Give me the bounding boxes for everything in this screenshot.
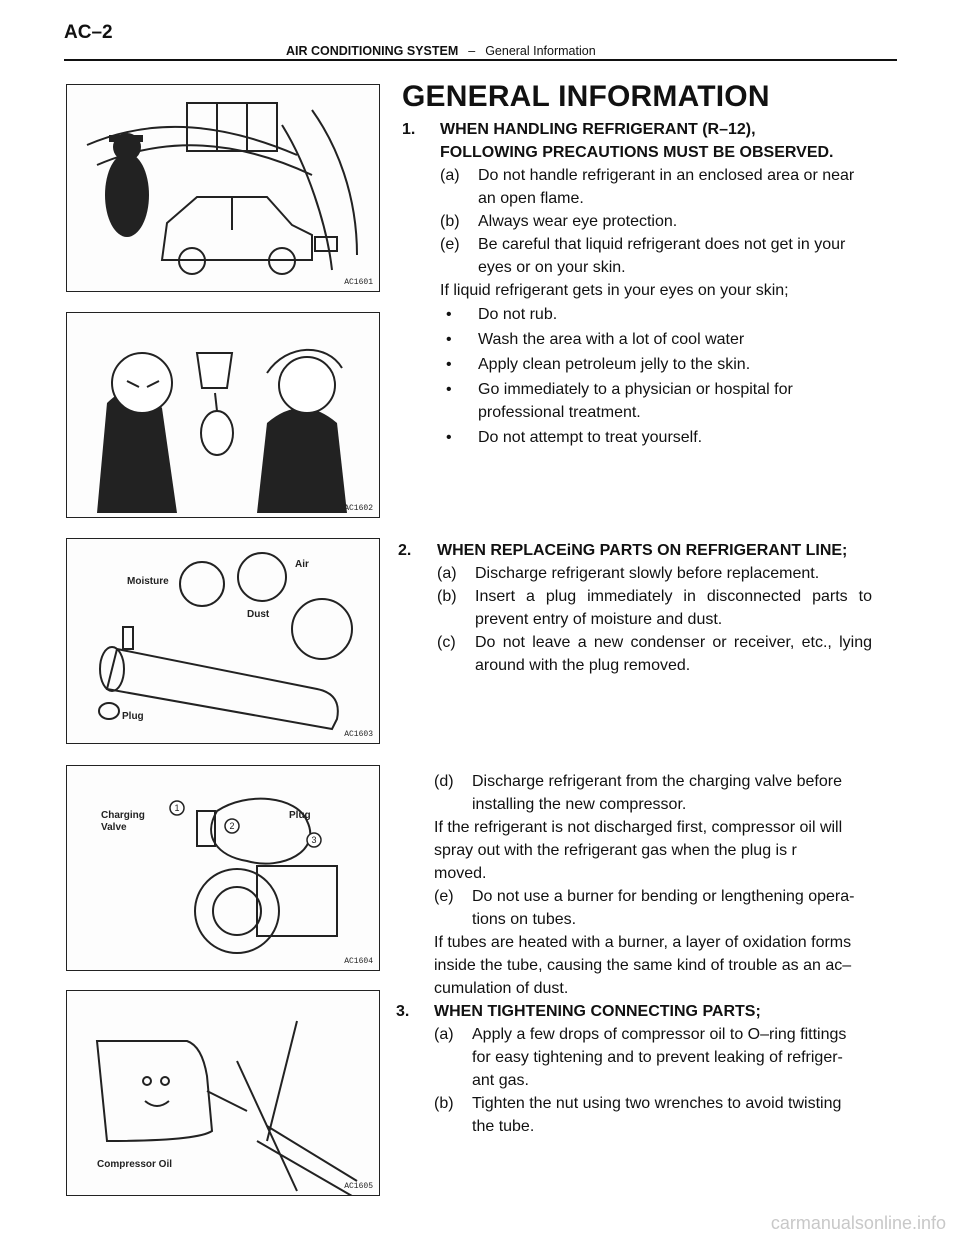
s2-d-note1: If the refrigerant is not discharged first, compressor oil will xyxy=(434,819,843,836)
bullet-mark: • xyxy=(446,306,452,323)
s3-b-line2: the tube. xyxy=(472,1118,535,1135)
label-plug: Plug xyxy=(122,711,144,722)
s2-b-line1: Insert a plug immediately in disconnected parts to xyxy=(475,588,872,605)
watermark-link[interactable]: carmanualsonline.info xyxy=(770,1213,946,1233)
s2-heading: WHEN REPLACEiNG PARTS ON REFRIGERANT LINE; xyxy=(437,542,848,559)
bullet-mark: • xyxy=(446,356,452,373)
running-header xyxy=(286,44,596,58)
page-title: GENERAL INFORMATION xyxy=(402,80,770,113)
s1-e-line2: eyes or on your skin. xyxy=(478,259,626,276)
s1-bullet-3: Apply clean petroleum jelly to the skin. xyxy=(478,356,751,373)
s3-a-line3: ant gas. xyxy=(472,1072,529,1089)
bullet-mark: • xyxy=(446,381,452,398)
figure-code: AC1602 xyxy=(344,504,373,513)
s3-heading: WHEN TIGHTENING CONNECTING PARTS; xyxy=(434,1003,761,1020)
s1-bullet-1: Do not rub. xyxy=(478,306,558,323)
s1-bullet-2: Wash the area with a lot of cool water xyxy=(478,331,745,348)
bullet-mark: • xyxy=(446,331,452,348)
s2-c-line1: Do not leave a new condenser or receiver, etc., lying xyxy=(475,634,872,651)
s2-a-line1: Discharge refrigerant slowly before replacement. xyxy=(475,565,820,582)
s2-d-note2: spray out with the refrigerant gas when the plug is r xyxy=(434,842,797,859)
s1-a-label: (a) xyxy=(440,167,460,184)
header-separator: – xyxy=(468,44,476,58)
figure-code: AC1604 xyxy=(344,957,373,966)
illustration-eye-injury xyxy=(67,313,379,517)
s2-d-line1: Discharge refrigerant from the charging valve before xyxy=(472,773,842,790)
s3-a-line2: for easy tightening and to prevent leaking of refriger- xyxy=(472,1049,843,1066)
label-valve: Valve xyxy=(101,822,127,833)
s2-e-line2: tions on tubes. xyxy=(472,911,577,928)
s1-bullet-5: Do not attempt to treat yourself. xyxy=(478,429,703,446)
callout-2: 2 xyxy=(229,821,235,831)
illustration-car-refrigerant xyxy=(67,85,379,291)
figure-handling-refrigerant xyxy=(66,84,380,292)
label-moisture: Moisture xyxy=(127,576,169,587)
s2-a-label: (a) xyxy=(437,565,457,582)
s1-note: If liquid refrigerant gets in your eyes on your skin; xyxy=(440,282,789,299)
label-air: Air xyxy=(295,559,309,570)
figure-compressor-oil xyxy=(66,990,380,1196)
section-name: AIR CONDITIONING SYSTEM xyxy=(286,44,459,58)
header-rule xyxy=(64,59,897,61)
page-code: AC–2 xyxy=(64,22,113,43)
s1-bullet-4-cont: professional treatment. xyxy=(478,404,641,421)
label-dust: Dust xyxy=(247,609,270,620)
illustration-moisture-dust xyxy=(67,539,379,743)
s1-e-line1: Be careful that liquid refrigerant does not get in your xyxy=(478,236,846,253)
subsection-name: General Information xyxy=(485,44,596,58)
s2-d-line2: installing the new compressor. xyxy=(472,796,687,813)
label-plug: Plug xyxy=(289,810,311,821)
s2-e-note3: cumulation of dust. xyxy=(434,980,569,997)
bullet-mark: • xyxy=(446,429,452,446)
s2-d-note3: moved. xyxy=(434,865,487,882)
figure-code: AC1601 xyxy=(344,278,373,287)
s2-e-note1: If tubes are heated with a burner, a layer of oxidation forms xyxy=(434,934,852,951)
s1-a-line1: Do not handle refrigerant in an enclosed area or near xyxy=(478,167,855,184)
s2-num: 2. xyxy=(398,542,412,559)
s1-b-label: (b) xyxy=(440,213,460,230)
s2-b-line2: prevent entry of moisture and dust. xyxy=(475,611,723,628)
label-compressor-oil: Compressor Oil xyxy=(97,1159,173,1170)
s3-b-label: (b) xyxy=(434,1095,454,1112)
s2-d-label: (d) xyxy=(434,773,454,790)
figure-plug-receiver xyxy=(66,538,380,744)
illustration-compressor xyxy=(67,766,379,970)
s1-num: 1. xyxy=(402,121,416,138)
s2-e-note2: inside the tube, causing the same kind of trouble as an ac– xyxy=(434,957,852,974)
figure-code: AC1605 xyxy=(344,1182,373,1191)
s3-a-label: (a) xyxy=(434,1026,454,1043)
s1-bullet-4: Go immediately to a physician or hospital for xyxy=(478,381,793,398)
illustration-oil-can xyxy=(67,991,379,1195)
s3-b-line1: Tighten the nut using two wrenches to avoid twisting xyxy=(472,1095,842,1112)
s2-e-label: (e) xyxy=(434,888,454,905)
s1-b-line1: Always wear eye protection. xyxy=(478,213,678,230)
s1-heading-line1: WHEN HANDLING REFRIGERANT (R–12), xyxy=(440,121,756,138)
callout-3: 3 xyxy=(311,835,317,845)
figure-charging-valve xyxy=(66,765,380,971)
s2-e-line1: Do not use a burner for bending or lengthening opera- xyxy=(472,888,855,905)
s2-b-label: (b) xyxy=(437,588,457,605)
s1-heading-line2: FOLLOWING PRECAUTIONS MUST BE OBSERVED. xyxy=(440,144,834,161)
s3-a-line1: Apply a few drops of compressor oil to O–ring fittings xyxy=(472,1026,847,1043)
callout-1: 1 xyxy=(174,803,180,813)
s3-num: 3. xyxy=(396,1003,410,1020)
label-charging: Charging xyxy=(101,810,145,821)
figure-code: AC1603 xyxy=(344,730,373,739)
s1-a-line2: an open flame. xyxy=(478,190,584,207)
s2-c-line2: around with the plug removed. xyxy=(475,657,691,674)
s1-e-label: (e) xyxy=(440,236,460,253)
s2-c-label: (c) xyxy=(437,634,456,651)
figure-eye-protection xyxy=(66,312,380,518)
